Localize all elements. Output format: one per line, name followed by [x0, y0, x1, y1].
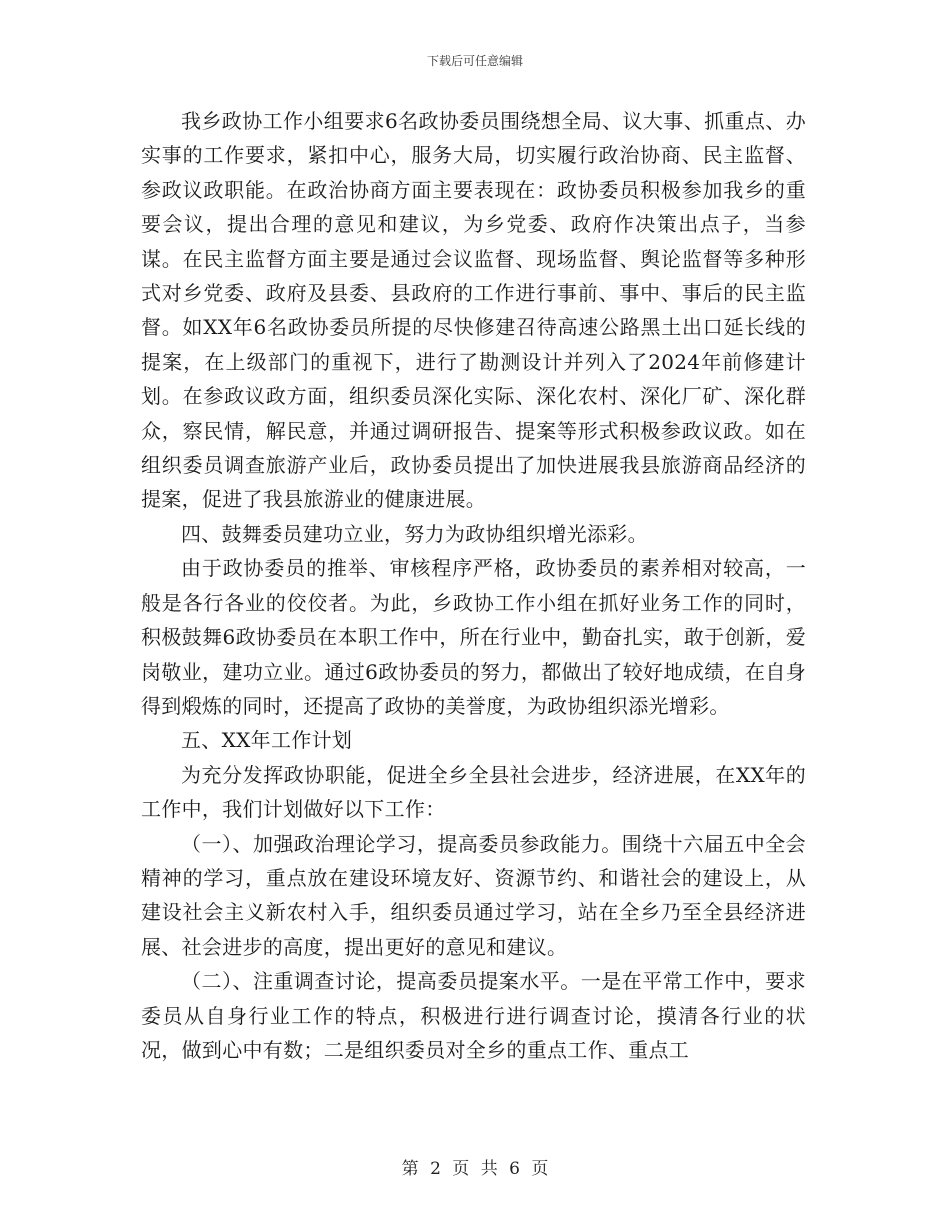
paragraph-plan-item-1: （一）、加强政治理论学习，提高委员参政能力。围绕十六届五中全会精神的学习，重点放在建设环境友好、资源节约、和谐社会的建设上，从建设社会主义新农村入手，组织委员通过学习，站在全乡乃至全县经济进展、社会进步的高度，提出更好的意见和建议。 [141, 831, 806, 959]
paragraph-political-duties: 我乡政协工作小组要求6名政协委员围绕想全局、议大事、抓重点、办实事的工作要求，紧扣中心，服务大局，切实履行政治协商、民主监督、参政议政职能。在政治协商方面主要表现在：政协委员积极参加我乡的重要会议，提出合理的意见和建议，为乡党委、政府作决策出点子，当参谋。在民主监督方面主要是通过会议监督、现场监督、舆论监督等多种形式对乡党委、政府及县委、县政府的工作进行事前、事中、事后的民主监督。如XX年6名政协委员所提的尽快修建召待高速公路黑土出口延长线的提案，在上级部门的重视下，进行了勘测设计并列入了2024年前修建计划。在参政议政方面，组织委员深化实际、深化农村、深化厂矿、深化群众，察民情，解民意，并通过调研报告、提案等形式积极参政议政。如在组织委员调查旅游产业后，政协委员提出了加快进展我县旅游商品经济的提案，促进了我县旅游业的健康进展。 [141, 109, 806, 512]
paragraph-plan-item-2: （二）、注重调查讨论，提高委员提案水平。一是在平常工作中，要求委员从自身行业工作的特点，积极进行进行调查讨论，摸清各行业的状况，做到心中有数；二是组织委员对全乡的重点工作、重点工 [141, 969, 806, 1062]
section-heading-4: 四、鼓舞委员建功立业，努力为政协组织增光添彩。 [181, 521, 648, 546]
document-body [141, 104, 806, 1067]
paragraph-plan-intro: 为充分发挥政协职能，促进全乡全县社会进步，经济进展，在XX年的工作中，我们计划做好以下工作： [141, 762, 806, 822]
paragraph-member-achievements: 由于政协委员的推举、审核程序严格，政协委员的素养相对较高，一般是各行各业的佼佼者。为此，乡政协工作小组在抓好业务工作的同时，积极鼓舞6政协委员在本职工作中，所在行业中，勤奋扎实，敢于创新，爱岗敬业，建功立业。通过6政协委员的努力，都做出了较好地成绩，在自身得到煅炼的同时，还提高了政协的美誉度，为政协组织添光增彩。 [141, 556, 806, 718]
section-heading-5: 五、XX年工作计划 [181, 728, 353, 753]
page-header: 下载后可任意编辑 [426, 54, 523, 68]
page-number-footer: 第 2 页 共 6 页 [401, 1159, 549, 1179]
